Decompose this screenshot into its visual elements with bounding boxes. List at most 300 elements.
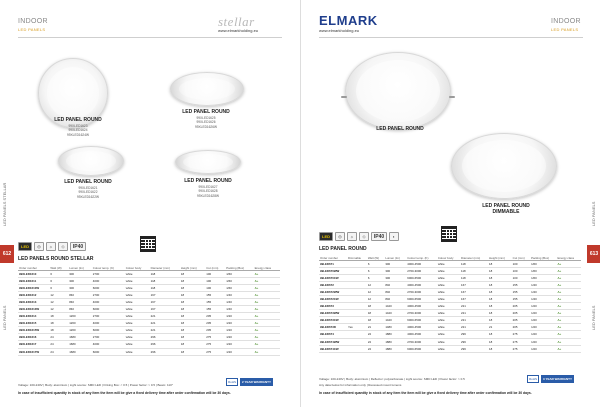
- table-cell: 6: [49, 270, 68, 277]
- table-cell: 12: [367, 288, 385, 295]
- table-cell: 1/20: [530, 303, 556, 310]
- table-cell: 300: [384, 274, 406, 281]
- table-cell: Yes: [347, 324, 367, 331]
- footnote: Voltage: 100-240V | Body: aluminium | Reflector: polycarbonate | Light source: SMD LED | Power factor: > 0.5: [319, 377, 465, 381]
- table-cell: A+: [556, 267, 581, 274]
- table-cell: 840: [384, 281, 406, 288]
- table-cell: 1/60: [225, 284, 253, 291]
- table-cell: 2700-3000: [406, 310, 437, 317]
- table-cell: white: [125, 334, 150, 341]
- table-cell: [347, 281, 367, 288]
- qr-code-icon[interactable]: [140, 236, 156, 252]
- table-cell: 1880: [384, 331, 406, 338]
- table-cell: 6: [367, 267, 385, 274]
- product-title: LED PANEL ROUND: [184, 178, 232, 184]
- table-cell: A+: [556, 338, 581, 345]
- table-row: [319, 267, 581, 274]
- table-cell: 6000: [92, 327, 125, 334]
- table-cell: A+: [254, 334, 280, 341]
- table-cell: A+: [556, 310, 581, 317]
- ip-rating-badge: IP40: [70, 242, 86, 251]
- table-cell: 1680: [68, 334, 92, 341]
- table-row: [18, 277, 280, 284]
- table-cell: 18: [49, 320, 68, 327]
- table-cell: 155: [205, 291, 225, 298]
- table-cell: [347, 345, 367, 352]
- table-cell: 1/40: [530, 295, 556, 302]
- table-cell: 205: [205, 320, 225, 327]
- table-cell: 99XLED1611: [18, 277, 49, 284]
- table-cell: A+: [254, 277, 280, 284]
- table-cell: 1/40: [530, 281, 556, 288]
- table-cell: 2700: [92, 270, 125, 277]
- table-cell: 167: [460, 295, 488, 302]
- table-cell: A+: [254, 270, 280, 277]
- table-cell: 24: [367, 338, 385, 345]
- website-url[interactable]: www.elmarkholding.eu: [319, 28, 360, 33]
- certification-badges: [226, 378, 273, 386]
- table-row: [18, 320, 280, 327]
- table-cell: 100: [205, 284, 225, 291]
- table-cell: white: [125, 348, 150, 355]
- table-row: [18, 327, 280, 334]
- product-title: LED PANEL ROUND: [376, 126, 424, 132]
- table-cell: 6000-6500: [406, 345, 437, 352]
- table-cell: A+: [556, 274, 581, 281]
- table-cell: 99XLED1617: [18, 341, 49, 348]
- table-cell: 18: [180, 320, 205, 327]
- table-cell: 6000: [92, 284, 125, 291]
- table-cell: 296: [150, 341, 180, 348]
- table-cell: 18: [488, 260, 512, 267]
- table-cell: 99XLED1610W: [18, 284, 49, 291]
- table-cell: 18: [488, 288, 512, 295]
- table-row: [319, 317, 581, 324]
- table-cell: [347, 295, 367, 302]
- table-cell: 6: [49, 284, 68, 291]
- table-cell: 6000-6500: [406, 317, 437, 324]
- table-cell: 1/20: [225, 320, 253, 327]
- table-cell: 12: [367, 295, 385, 302]
- table-cell: 155: [512, 295, 531, 302]
- table-cell: 1/20: [530, 345, 556, 352]
- table-cell: 18: [180, 313, 205, 320]
- warranty-badge: 3 YEAR WARRANTY: [543, 377, 572, 381]
- qr-code-icon[interactable]: [441, 226, 457, 242]
- table-cell: 840: [68, 291, 92, 298]
- table-cell: 18: [49, 327, 68, 334]
- table-cell: 18: [180, 277, 205, 284]
- angle-icon: ◇: [58, 242, 68, 251]
- table-cell: 1/20: [225, 348, 253, 355]
- led-panel-image: [345, 52, 451, 130]
- table-cell: 205: [512, 317, 531, 324]
- table-cell: 155: [512, 288, 531, 295]
- table-cell: 12: [367, 281, 385, 288]
- table-cell: 118: [460, 267, 488, 274]
- table-cell: 2700-3000: [406, 267, 437, 274]
- table-cell: 18: [367, 310, 385, 317]
- led-panel-image: [451, 133, 557, 199]
- table-row: [319, 281, 581, 288]
- table-cell: 1420: [384, 310, 406, 317]
- table-cell: 300: [384, 267, 406, 274]
- product-codes: 99XLED1627 99XLED1628 99XLED1628W: [197, 185, 219, 198]
- table-cell: 100: [512, 260, 531, 267]
- product-codes: 99XLED1623 99XLED1624 99XLED1624W: [67, 124, 89, 137]
- table-cell: A+: [254, 341, 280, 348]
- table-cell: A+: [556, 317, 581, 324]
- table-cell: 99LED670CW: [319, 274, 347, 281]
- table-cell: 840: [68, 298, 92, 305]
- table-cell: 155: [205, 305, 225, 312]
- table-cell: 99LED672: [319, 281, 347, 288]
- table-cell: white: [125, 313, 150, 320]
- footnote: Voltage: 100-240V | Body: aluminium | Light source: SMD LED | Driving Box: < 0.5 | Power factor: > 0.5 | Beam: 110°: [18, 383, 173, 387]
- table-row: [319, 303, 581, 310]
- table-cell: 840: [384, 295, 406, 302]
- table-cell: 6000: [92, 305, 125, 312]
- table-row: [18, 298, 280, 305]
- table-cell: 1880: [384, 345, 406, 352]
- table-cell: 1/60: [530, 267, 556, 274]
- table-cell: 205: [512, 303, 531, 310]
- table-cell: 221: [150, 313, 180, 320]
- table-cell: 1/20: [530, 310, 556, 317]
- table-cell: A+: [556, 324, 581, 331]
- table-cell: A+: [556, 281, 581, 288]
- table-cell: 296: [460, 338, 488, 345]
- table-cell: 275: [512, 338, 531, 345]
- table-cell: 118: [150, 284, 180, 291]
- spec-table: [18, 261, 280, 356]
- table-cell: 1/40: [225, 298, 253, 305]
- table-cell: 118: [460, 274, 488, 281]
- table-cell: 99LED672WW: [319, 288, 347, 295]
- certification-badges: [527, 375, 574, 383]
- table-row: [18, 348, 280, 355]
- table-cell: 18: [488, 295, 512, 302]
- table-cell: white: [437, 260, 460, 267]
- table-cell: 1420: [384, 303, 406, 310]
- table-cell: 300: [68, 284, 92, 291]
- column-header: Height (mm): [488, 251, 512, 260]
- table-cell: [347, 288, 367, 295]
- table-cell: 1/40: [530, 288, 556, 295]
- table-cell: A+: [254, 284, 280, 291]
- table-cell: 2700: [92, 291, 125, 298]
- lamp-icon: ◎: [335, 232, 345, 241]
- table-cell: 1480: [384, 324, 406, 331]
- table-row: [319, 260, 581, 267]
- rohs-badge: RoHS: [228, 380, 237, 384]
- table-cell: 18: [180, 334, 205, 341]
- table-cell: 99LED674: [319, 331, 347, 338]
- table-cell: 4000-4500: [406, 260, 437, 267]
- table-cell: A+: [254, 313, 280, 320]
- bulb-icon: ☼: [46, 242, 56, 251]
- table-cell: A+: [556, 331, 581, 338]
- table-cell: 99LED670WW: [319, 267, 347, 274]
- table-cell: 18: [180, 291, 205, 298]
- table-cell: 6: [49, 277, 68, 284]
- table-cell: 1/20: [530, 338, 556, 345]
- table-cell: white: [437, 331, 460, 338]
- table-cell: [347, 303, 367, 310]
- table-cell: 21: [488, 324, 512, 331]
- table-cell: 296: [150, 334, 180, 341]
- table-cell: 18: [180, 284, 205, 291]
- table-cell: 18: [367, 303, 385, 310]
- table-cell: A+: [556, 303, 581, 310]
- table-cell: white: [125, 270, 150, 277]
- column-header: Energy class: [556, 251, 581, 260]
- table-cell: 167: [150, 291, 180, 298]
- led-badge: LED: [319, 232, 333, 241]
- table-cell: A+: [254, 298, 280, 305]
- column-header: Cut (mm): [205, 261, 225, 270]
- table-cell: white: [437, 317, 460, 324]
- table-cell: white: [125, 298, 150, 305]
- table-cell: 1/20: [530, 317, 556, 324]
- table-cell: 100: [205, 277, 225, 284]
- table-cell: 4000-4500: [406, 303, 437, 310]
- table-cell: white: [437, 345, 460, 352]
- table-cell: 275: [512, 331, 531, 338]
- table-cell: 6: [367, 260, 385, 267]
- side-section-label: LED PANELS: [591, 305, 596, 330]
- table-cell: white: [125, 341, 150, 348]
- table-cell: 275: [512, 345, 531, 352]
- table-cell: 24: [49, 341, 68, 348]
- table-cell: 1/20: [530, 324, 556, 331]
- table-cell: 1/20: [225, 341, 253, 348]
- table-cell: 99XLED1616: [18, 334, 49, 341]
- column-header: Packing (Box): [530, 251, 556, 260]
- column-header: Order number: [18, 261, 49, 270]
- table-cell: 167: [460, 281, 488, 288]
- table-cell: 840: [68, 305, 92, 312]
- side-section-label: LED PANELS: [591, 201, 596, 226]
- table-cell: 6000-6500: [406, 295, 437, 302]
- led-panel-image: [58, 146, 124, 176]
- table-cell: 18: [180, 305, 205, 312]
- table-cell: 18: [488, 338, 512, 345]
- table-cell: white: [125, 305, 150, 312]
- table-row: [319, 324, 581, 331]
- table-cell: 24: [49, 348, 68, 355]
- column-header: Lumen (lm): [384, 251, 406, 260]
- table-cell: A+: [254, 327, 280, 334]
- table-cell: 4000: [92, 277, 125, 284]
- table-cell: 12: [49, 305, 68, 312]
- table-cell: 1/60: [530, 274, 556, 281]
- table-cell: 300: [68, 270, 92, 277]
- table-row: [18, 284, 280, 291]
- table-cell: 155: [512, 281, 531, 288]
- table-cell: white: [125, 320, 150, 327]
- table-cell: A+: [254, 348, 280, 355]
- table-cell: 300: [384, 260, 406, 267]
- table-title: LED PANEL ROUND: [319, 246, 367, 252]
- column-header: Colour temp. (K): [92, 261, 125, 270]
- table-cell: 205: [205, 327, 225, 334]
- table-cell: A+: [556, 288, 581, 295]
- table-cell: 155: [205, 298, 225, 305]
- table-title: LED PANELS ROUND STELLAR: [18, 256, 94, 262]
- table-cell: 2700: [92, 334, 125, 341]
- table-cell: 275: [205, 348, 225, 355]
- column-header: Colour temp. (K): [406, 251, 437, 260]
- table-cell: white: [437, 295, 460, 302]
- table-row: [18, 313, 280, 320]
- table-cell: 99XLED1613: [18, 298, 49, 305]
- table-cell: 1260: [68, 320, 92, 327]
- column-header: Height (mm): [180, 261, 205, 270]
- table-cell: 12: [49, 298, 68, 305]
- table-cell: 99XLED1615: [18, 320, 49, 327]
- table-cell: 99LED672CW: [319, 295, 347, 302]
- table-row: [319, 288, 581, 295]
- table-cell: 21: [367, 324, 385, 331]
- table-cell: 99LED671: [319, 260, 347, 267]
- table-cell: 221: [460, 324, 488, 331]
- bulb-icon: ☼: [347, 232, 357, 241]
- table-cell: 24: [367, 345, 385, 352]
- table-cell: 18: [180, 348, 205, 355]
- table-cell: 221: [150, 327, 180, 334]
- table-cell: 99LED674WW: [319, 338, 347, 345]
- table-cell: 2700-3000: [406, 288, 437, 295]
- rohs-badge: RoHS: [529, 377, 538, 381]
- table-cell: 1/20: [530, 331, 556, 338]
- table-cell: 1/60: [225, 277, 253, 284]
- product-title: LED PANEL ROUND: [182, 109, 230, 115]
- table-cell: 4000-4500: [406, 331, 437, 338]
- product-title: LED PANEL ROUND: [54, 117, 102, 123]
- table-cell: 18: [180, 327, 205, 334]
- table-row: [18, 341, 280, 348]
- table-row: [18, 291, 280, 298]
- table-cell: 4000: [92, 341, 125, 348]
- spec-table: [319, 251, 581, 353]
- table-cell: 1680: [68, 341, 92, 348]
- table-cell: 18: [49, 313, 68, 320]
- table-cell: 1/20: [225, 313, 253, 320]
- table-cell: 24: [49, 334, 68, 341]
- product-codes: 99XLED1625 99XLED1626 99XLED1626W: [195, 116, 217, 129]
- table-cell: 18: [488, 281, 512, 288]
- table-cell: 18: [488, 317, 512, 324]
- table-cell: 167: [460, 288, 488, 295]
- table-cell: 221: [460, 310, 488, 317]
- table-cell: 100: [205, 270, 225, 277]
- table-cell: 118: [460, 260, 488, 267]
- table-cell: 1/60: [530, 260, 556, 267]
- table-cell: white: [437, 324, 460, 331]
- column-header: Dimmable: [347, 251, 367, 260]
- table-cell: [347, 267, 367, 274]
- table-cell: 205: [512, 324, 531, 331]
- table-cell: white: [125, 284, 150, 291]
- table-cell: white: [437, 303, 460, 310]
- table-cell: 2700-3000: [406, 338, 437, 345]
- table-cell: 99XLED1617W: [18, 348, 49, 355]
- page-number-tab: 613: [587, 245, 600, 263]
- stock-warning: In case of insufficient quantity in stock of any item the item will be give a fixed delivery time after order confirmation will be 30 days.: [319, 391, 532, 395]
- stellar-logo: stellar: [218, 14, 255, 29]
- table-cell: 840: [384, 288, 406, 295]
- table-cell: A+: [254, 320, 280, 327]
- table-cell: 1260: [68, 327, 92, 334]
- stock-warning: In case of insufficient quantity in stock of any item the item will be give a fixed delivery time after order confirmation will be 30 days.: [18, 391, 231, 395]
- table-cell: 18: [367, 317, 385, 324]
- header-divider: [18, 37, 282, 38]
- led-badge: LED: [18, 242, 32, 251]
- table-cell: 118: [150, 277, 180, 284]
- table-cell: 99LED674CW: [319, 345, 347, 352]
- website-url[interactable]: www.elmarkholding.eu: [218, 28, 259, 33]
- table-cell: 100: [512, 274, 531, 281]
- table-cell: 18: [488, 267, 512, 274]
- table-cell: 167: [150, 298, 180, 305]
- table-cell: 18: [488, 303, 512, 310]
- product-title: LED PANEL ROUND: [64, 179, 112, 185]
- category-heading: INDOOR: [18, 18, 48, 25]
- table-cell: A+: [254, 291, 280, 298]
- table-cell: 205: [205, 313, 225, 320]
- table-cell: 99LED673D: [319, 324, 347, 331]
- table-row: [319, 274, 581, 281]
- table-cell: 18: [488, 310, 512, 317]
- table-cell: 296: [150, 348, 180, 355]
- table-cell: 1420: [384, 317, 406, 324]
- subcategory-heading: LED PANELS: [18, 27, 46, 32]
- table-cell: 99XLED1615W: [18, 327, 49, 334]
- table-row: [319, 345, 581, 352]
- header-divider: [319, 37, 583, 38]
- column-header: Cut (mm): [512, 251, 531, 260]
- table-cell: white: [437, 267, 460, 274]
- table-cell: 99XLED1610: [18, 270, 49, 277]
- column-header: Colour body: [125, 261, 150, 270]
- table-cell: [347, 260, 367, 267]
- table-cell: white: [437, 288, 460, 295]
- subcategory-heading: LED PANELS: [551, 27, 579, 32]
- table-cell: 296: [460, 331, 488, 338]
- table-cell: 296: [460, 345, 488, 352]
- table-cell: 275: [205, 334, 225, 341]
- table-cell: 12: [49, 291, 68, 298]
- table-cell: 6: [367, 274, 385, 281]
- table-cell: A+: [556, 295, 581, 302]
- table-row: [18, 270, 280, 277]
- table-cell: 4000-4500: [406, 281, 437, 288]
- table-cell: white: [437, 274, 460, 281]
- table-cell: 18: [488, 331, 512, 338]
- column-header: Watt (W): [367, 251, 385, 260]
- table-cell: 6000: [92, 348, 125, 355]
- elmark-logo: ELMARK: [319, 13, 378, 28]
- column-header: Lumen (lm): [68, 261, 92, 270]
- table-cell: 4000-4500: [406, 324, 437, 331]
- table-cell: 221: [460, 317, 488, 324]
- led-panel-image: [170, 72, 244, 106]
- table-row: [18, 305, 280, 312]
- table-cell: [347, 274, 367, 281]
- table-cell: 1/20: [225, 334, 253, 341]
- table-cell: 99XLED1614: [18, 313, 49, 320]
